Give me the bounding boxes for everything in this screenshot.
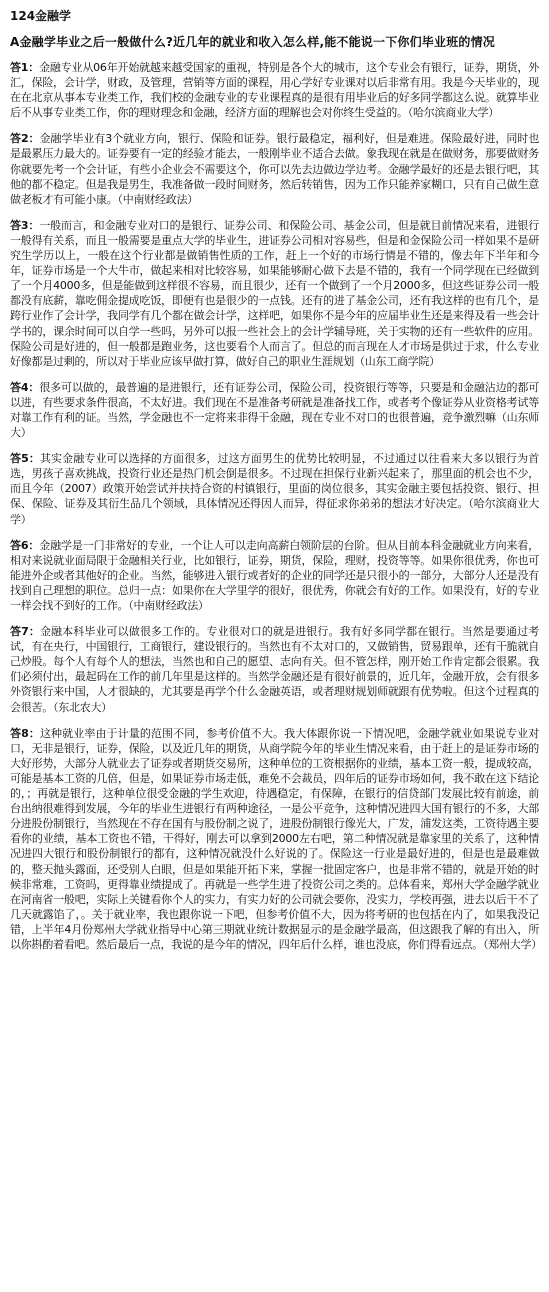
answer-label: 答5：: [10, 452, 40, 466]
answer-paragraph: [10, 60, 539, 120]
answer-paragraph: [10, 218, 539, 369]
answer-label: 答8：: [10, 726, 40, 740]
answer-text: 金融本科毕业可以做很多工作的。专业很对口的就是进银行。我有好多同学都在银行。当然是要通过考试，有在央行，中国银行，工商银行，建设银行的。当然也有不太对口的，又做销售，贸易跟单，还有干脆就自己炒股。每个人有每个人的想法，当然也和自己的愿望、志向有关。但不管怎样，刚开始工作肯定都会很累。我们必须付出，最起码在工作的前几年里是这样的。当然学金融还是有很好前景的，近几年，金融开放，会有很多外资银行来中国，人才很缺的，尤其要是再学个什么金融英语，或者理财规划师就跟有优势啦。但这个过程真的会很苦。（东北农大）: [10, 625, 540, 714]
answer-label: 答4：: [10, 380, 40, 394]
answer-label: 答3：: [10, 218, 40, 232]
answer-label: 答6：: [10, 538, 40, 552]
document-title: 124金融学: [10, 9, 72, 23]
answer-text: 其实金融专业可以选择的方面很多，过这方面男生的优势比较明显，不过通过以往看来大多以银行为首选，男孩子喜欢挑战，投资行业还是热门机会倒是很多。不过现在担保行业新兴起来了，那里面的机会也不少，而且今年（2007）政策开始尝试并扶持合资的村镇银行，里面的岗位很多，其实金融主要包括投资、银行、担保、保险、证券及其衍生品几个领域，具体情况还得因人而异，得征求你弟弟的想法才好决定。（哈尔滨商业大学）: [10, 452, 540, 526]
answer-text: 金融专业从06年开始就越来越受国家的重视，特别是各个大的城市，这个专业会有银行，证券，期货，外汇，保险，会计学，财政，及管理，营销等方面的课程，用心学好专业课对以后非常有用。我是今天毕业的，现在在北京从事本专业类工作，我们校的金融专业的专业课程真的是很有用毕业后的好多同学都这么说。就算毕业后不从事专业类工作，你的理财理念和金融，经济方面的理解也会对你终生受益的。（哈尔滨商业大学）: [10, 61, 540, 120]
answer-paragraph: [10, 624, 539, 715]
question-heading: A金融学毕业之后一般做什么?近几年的就业和收入怎么样,能不能说一下你们毕业班的情况: [10, 35, 496, 49]
answer-label: 答7：: [10, 625, 40, 639]
answer-text: 金融学是一门非常好的专业，一个让人可以走向高薪白领阶层的台阶。但从目前本科金融就业方向来看，相对来说就业面局限于金融相关行业，比如银行，证券，期货，保险，理财，投资等等。如果你很优秀，你也可能进外企或者其他好的企业。当然，能够进入银行或者好的企业的同学还是只很小的一部分，大部分人还是没有找到自己理想的职位。总归一点：如果你在大学里学的很好，很优秀，你就会有好的工作。如果没有，好的专业一样会找不到好的工作。（中南财经政法）: [10, 538, 540, 612]
answer-paragraph: [10, 538, 539, 613]
answer-paragraph: [10, 726, 542, 952]
answer-text: 很多可以做的，最普遍的是进银行，还有证券公司，保险公司，投资银行等等，只要是和金融沾边的都可以进，有些要求条件很高，不太好进。我们现在不是准备考研就是准备找工作，或者考个像证券从业资格考试等对靠工作有利的证。当然，学金融也不一定将来非得干金融，现在专业不对口的也很普遍，竞争激烈嘛（山东师大）: [10, 380, 540, 440]
answer-text: 金融学毕业有3个就业方向，银行、保险和证券。银行最稳定，福利好，但是难进。保险最好进，同时也是最累压力最大的。证券要有一定的经验才能去，一般刚毕业不适合去做。象我现在就是在做财务，那要做财务你就要先考一个会计证，有些小企业会不需要这个，你可以先去边做边学边考。金融学最好的还是去银行吧，其他的都不稳定。但是我是男生，我准备做一段时间财务，然后转销售，因为工作只能养家糊口，只有自己做生意做老板才有可能小康。（中南财经政法）: [10, 132, 540, 206]
answer-paragraph: [10, 131, 539, 206]
answer-text: 一般而言，和金融专业对口的是银行、证券公司、和保险公司、基金公司，但是就目前情况来看，进银行一般得有关系，而且一般需要是重点大学的毕业生，进证券公司相对容易些，但是和金保险公司一样如果不是研究生学历以上，一般在这个行业都是做销售性质的工作，赶上一个好的市场行情是不错的，像去年下半年和今年，证券市场是一个大牛市，做起来相对比较容易，如果能够耐心做下去是不错的，我有一个同学现在已经做到了一个月4000多，但是能做到这样很不容易，而且很少，还有一个做到了一个月2000多，但这些证券公司一般都没有底薪，靠吃佣金提成吃饭，即便有也是很少的一点钱。还有的进了基金公司，还有我这样的也有几个，是跨行业作了会计学，我同学有几个都在做会计学，这样吧，如果你不是今年的应届毕业生还是来得及看一些会计学书的，课余时间可以自学一些吗，另外可以报一些社会上的会计学辅导班，关于实物的还有一些软件的应用。保险公司是好进的，但一般都是跑业务，这也要看个人而言了。但总的而言现在人才市场是供过于求，什么专业好像都是过剩的，所以对于毕业应该早做打算，做好自己的职业生涯规划（山东工商学院）: [10, 218, 540, 368]
answer-paragraph: [10, 451, 539, 526]
answer-label: 答1：: [10, 61, 40, 74]
answer-text: 这种就业率由于计量的范围不同，参考价值不大。我大体跟你说一下情况吧，金融学就业如果说专业对口，无非是银行，证券，保险，以及近几年的期货，从商学院今年的毕业生情况来看，由于赶上的是证券市场的大好形势，大部分人就业去了证券或者期货交易所，这种单位的工资根据你的业绩，基本工资一般，提成较高，可能是基本工资的几倍，但是，如果证券市场走低，难免不会裁员，四年后的证券市场如何，我不敢在这下结论的，；再就是银行，这种单位很受金融的学生欢迎，待遇稳定，有保障，在银行的信贷部门发展比较有前途，前台出纳很难得到发展，今年的毕业生进银行有两种途径，一是公平竞争，这种情况进四大国有银行的不多，大部分进股份制银行，当然现在不存在国有与股份制之说了，进股份制银行像光大，广发，浦发这类，工资待遇主要看你的业绩，基本工资也不错，干得好，刚去可以拿到2000左右吧，第二种情况就是靠家里的关系了，这种情况进四大银行和股份制银行的都有，这种情况就没什么好说的了。保险这一行业是最好进的，但是也是最难做的，整天抛头露面，还受别人白眼，但是如果能开拓下来，掌握一批固定客户，也是非常不错的，就是开始的时候非常难，工资吗，更得靠业绩提成了。再就是一些学生进了投资公司之类的。总体看来，郑州大学金融学就业在河南省一般吧，实际上关键看你个人的实力，有实力好的公司就会要你，没实力，学校再强，进去以后干不了几天就露馅了，。关于就业率，我也跟你说一下吧，但参考价值不大，因为将考研的也包括在内了，如果我没记错，上半年4月份郑州大学就业指导中心第三期就业统计数据显示的是金融学最高，但这跟我了解的有出入，所以你斟酌着看吧。然后最后一点，我说的是今年的情况，四年后什么样，谁也没底，你们得看远点。（郑州大学）: [10, 726, 542, 951]
answer-label: 答2：: [10, 132, 40, 146]
answer-paragraph: [10, 380, 539, 440]
